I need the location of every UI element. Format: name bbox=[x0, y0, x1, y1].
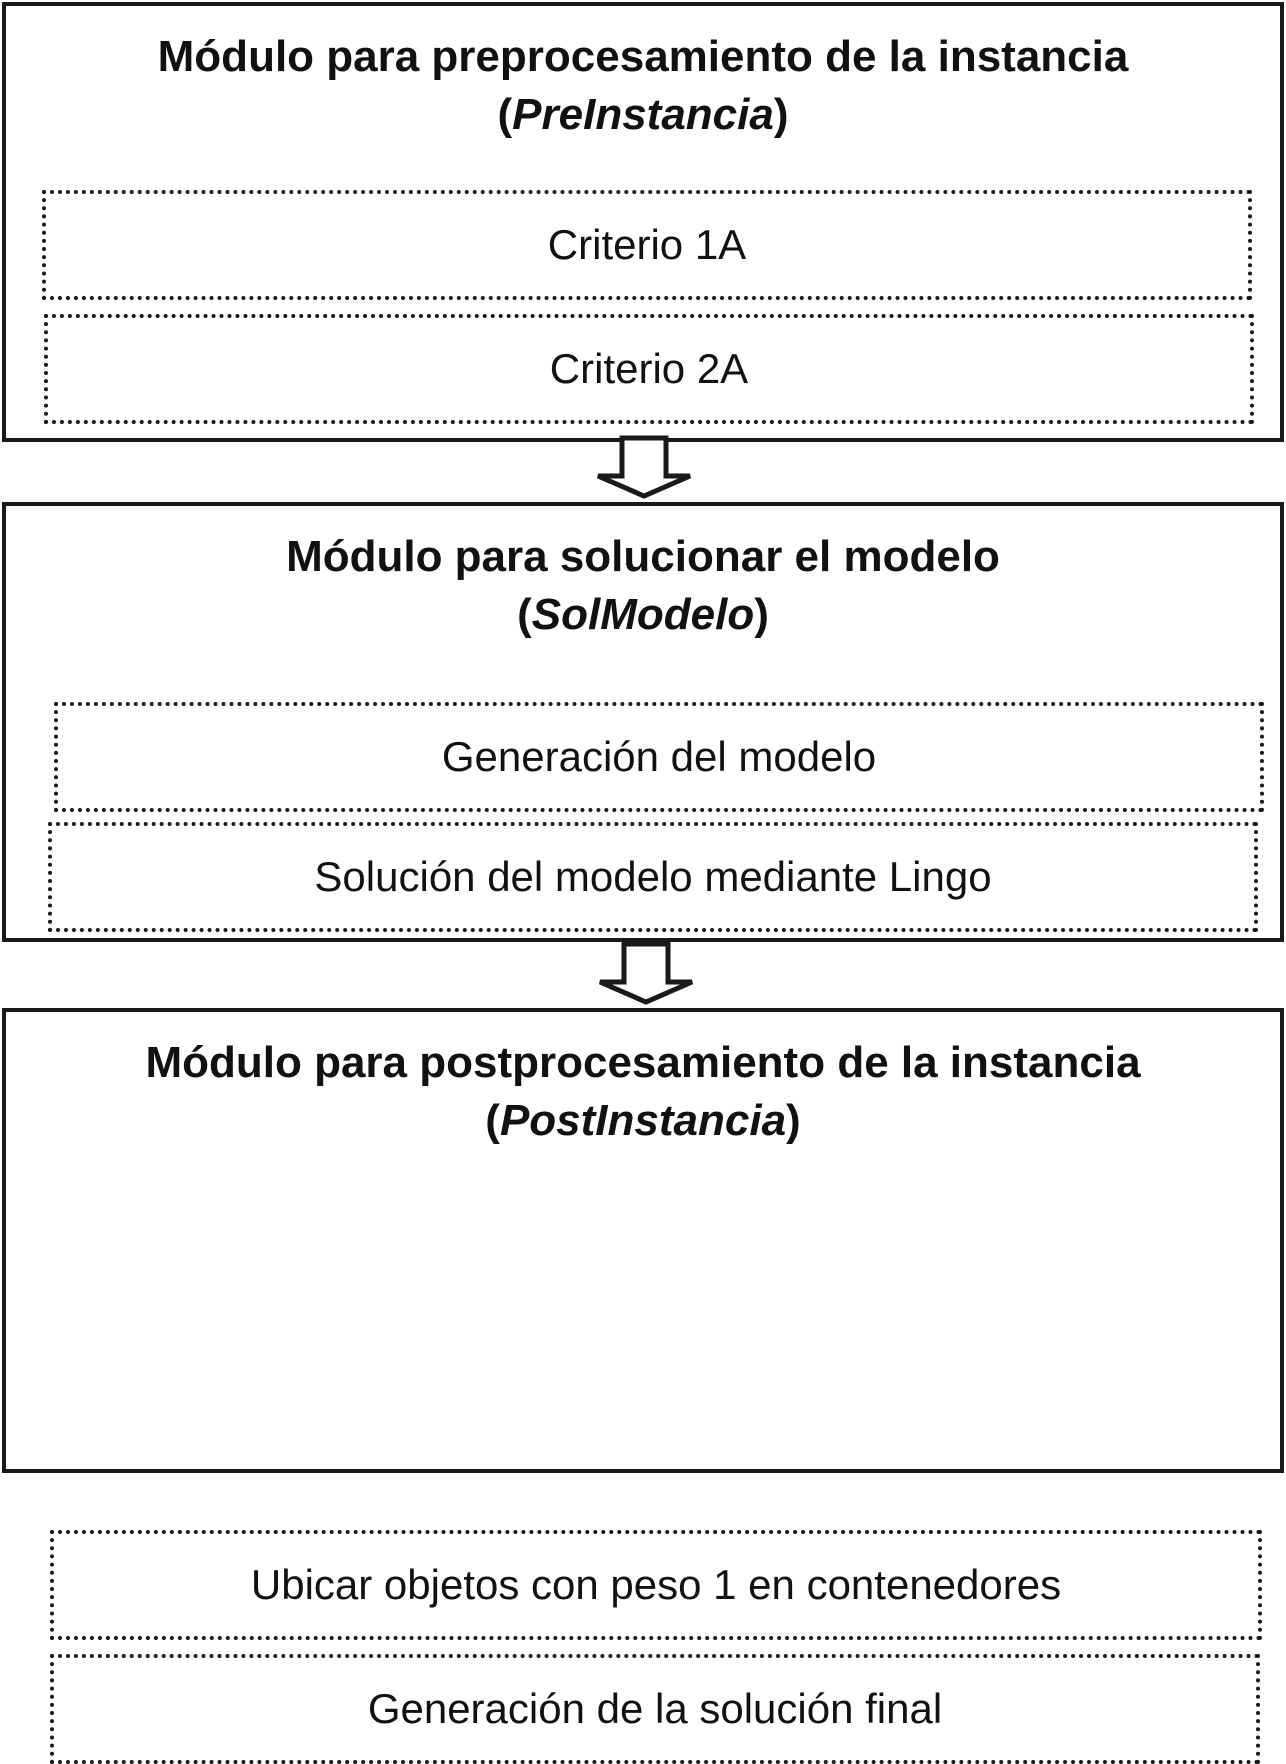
step-label: Generación del modelo bbox=[441, 733, 877, 780]
module-title-text: Módulo para solucionar el modelo bbox=[286, 532, 1000, 581]
step-label: Ubicar objetos con peso 1 en contenedores bbox=[250, 1561, 1062, 1608]
step-box bbox=[48, 822, 1258, 932]
module-preinstancia bbox=[2, 2, 1284, 442]
step-box bbox=[44, 314, 1254, 424]
step-box bbox=[50, 1530, 1262, 1640]
module-code-line: (SolModelo) bbox=[517, 590, 769, 639]
module-code-line: (PostInstancia) bbox=[485, 1096, 801, 1145]
module-code: SolModelo bbox=[531, 590, 755, 639]
module-title bbox=[6, 528, 1280, 644]
module-title-text: Módulo para postprocesamiento de la instancia bbox=[145, 1038, 1141, 1087]
step-label: Solución del modelo mediante Lingo bbox=[314, 853, 992, 900]
module-solmodelo bbox=[2, 502, 1284, 942]
step-box bbox=[42, 190, 1252, 300]
module-postinstancia bbox=[2, 1008, 1284, 1732]
module-code-line: (PreInstancia) bbox=[497, 90, 789, 139]
step-label: Generación de la solución final bbox=[367, 1685, 943, 1732]
down-arrow-icon bbox=[596, 940, 696, 1006]
module-title bbox=[6, 1034, 1280, 1150]
module-code: PostInstancia bbox=[499, 1096, 787, 1145]
step-box bbox=[50, 1654, 1260, 1764]
step-label: Criterio 2A bbox=[549, 345, 749, 392]
module-code: PreInstancia bbox=[512, 90, 774, 139]
down-arrow-icon bbox=[594, 434, 694, 500]
step-label: Criterio 1A bbox=[547, 221, 747, 268]
step-box bbox=[54, 702, 1264, 812]
module-title bbox=[6, 28, 1280, 144]
module-title-text: Módulo para preprocesamiento de la instancia bbox=[157, 32, 1129, 81]
